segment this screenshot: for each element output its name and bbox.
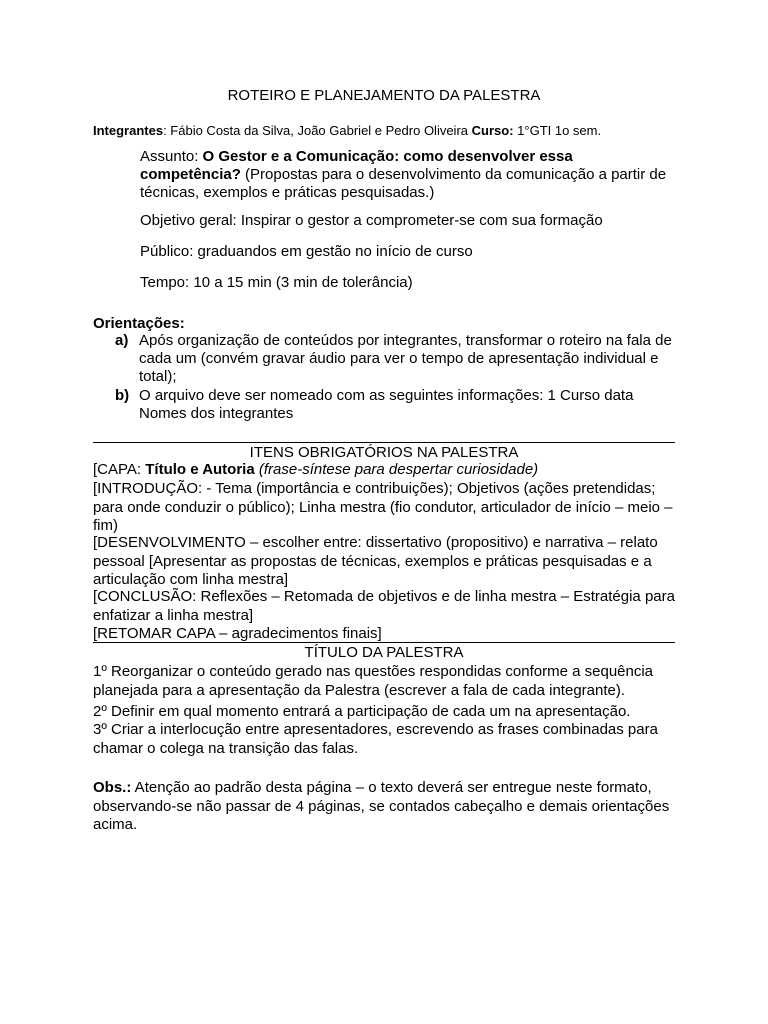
obs-paragraph: [93, 779, 675, 835]
item-desenvolvimento: [DESENVOLVIMENTO – escolher entre: dissertativo (propositivo) e narrativa – relato pessoal [Apresentar as propostas de técnicas, exemplos e práticas pesquisadas e a articulação com linha mestra]: [93, 534, 658, 588]
assunto-title: O Gestor e a Comunicação: como desenvolver essa competência?: [140, 148, 573, 183]
capa-italic: (frase-síntese para despertar curiosidade): [254, 461, 539, 478]
titulo-step-1: 1º Reorganizar o conteúdo gerado nas questões respondidas conforme a sequência planejada para a apresentação da Palestra (escrever a fala de cada integrante).: [93, 663, 654, 699]
obs-label: Obs.:: [93, 779, 132, 796]
titulo-step-2: 2º Definir em qual momento entrará a participação de cada um na apresentação.: [93, 703, 631, 720]
objetivo-text: Objetivo geral: Inspirar o gestor a comprometer-se com sua formação: [140, 212, 603, 229]
orientacao-a-text: Após organização de conteúdos por integrantes, transformar o roteiro na fala de cada um (convém gravar áudio para ver o tempo de apresentação individual e total);: [139, 332, 672, 385]
capa-bold: Título e Autoria: [145, 461, 255, 478]
itens-heading: ITENS OBRIGATÓRIOS NA PALESTRA: [249, 444, 519, 461]
titulo-heading: TÍTULO DA PALESTRA: [304, 644, 464, 661]
obs-text: Atenção ao padrão desta página – o texto deverá ser entregue neste formato, observando-se não passar de 4 páginas, se contados cabeçalho e demais orientações acima.: [93, 779, 670, 833]
course-label: Curso:: [471, 123, 514, 138]
tempo-text: Tempo: 10 a 15 min (3 min de tolerância): [140, 274, 413, 291]
orientacoes-heading: Orientações:: [93, 315, 185, 332]
assunto-prefix: Assunto:: [140, 148, 203, 165]
team-label: Integrantes: [93, 123, 164, 138]
assunto-detail: (Propostas para o desenvolvimento da comunicação a partir de técnicas, exemplos e práticas pesquisadas.): [140, 166, 667, 201]
titulo-step-3: 3º Criar a interlocução entre apresentadores, escrevendo as frases combinadas para chamar o colega na transição das falas.: [93, 721, 658, 757]
publico-text: Público: graduandos em gestão no início de curso: [140, 243, 473, 260]
item-conclusao: [CONCLUSÃO: Reflexões – Retomada de objetivos e de linha mestra – Estratégia para enfatizar a linha mestra]: [93, 588, 675, 624]
item-capa: [CAPA: Título e Autoria (frase-síntese para despertar curiosidade): [93, 461, 539, 478]
team-line: [93, 123, 693, 138]
team-names: : Fábio Costa da Silva, João Gabriel e Pedro Oliveira: [163, 123, 469, 138]
section-divider: [93, 642, 675, 643]
orientacao-a-label: a): [115, 332, 129, 349]
item-introducao: [INTRODUÇÃO: - Tema (importância e contribuições); Objetivos (ações pretendidas; para onde conduzir o público); Linha mestra (fio condutor, articulador de início – meio – fim): [93, 480, 673, 534]
item-retomar-capa: [RETOMAR CAPA – agradecimentos finais]: [93, 625, 382, 642]
orientacao-b-text: O arquivo deve ser nomeado com as seguintes informações: 1 Curso data Nomes dos integrantes: [139, 387, 634, 422]
course-value: 1°GTI 1o sem.: [517, 123, 602, 138]
document-title: ROTEIRO E PLANEJAMENTO DA PALESTRA: [227, 87, 541, 104]
section-divider: [93, 442, 675, 443]
orientacao-b-label: b): [115, 387, 130, 404]
